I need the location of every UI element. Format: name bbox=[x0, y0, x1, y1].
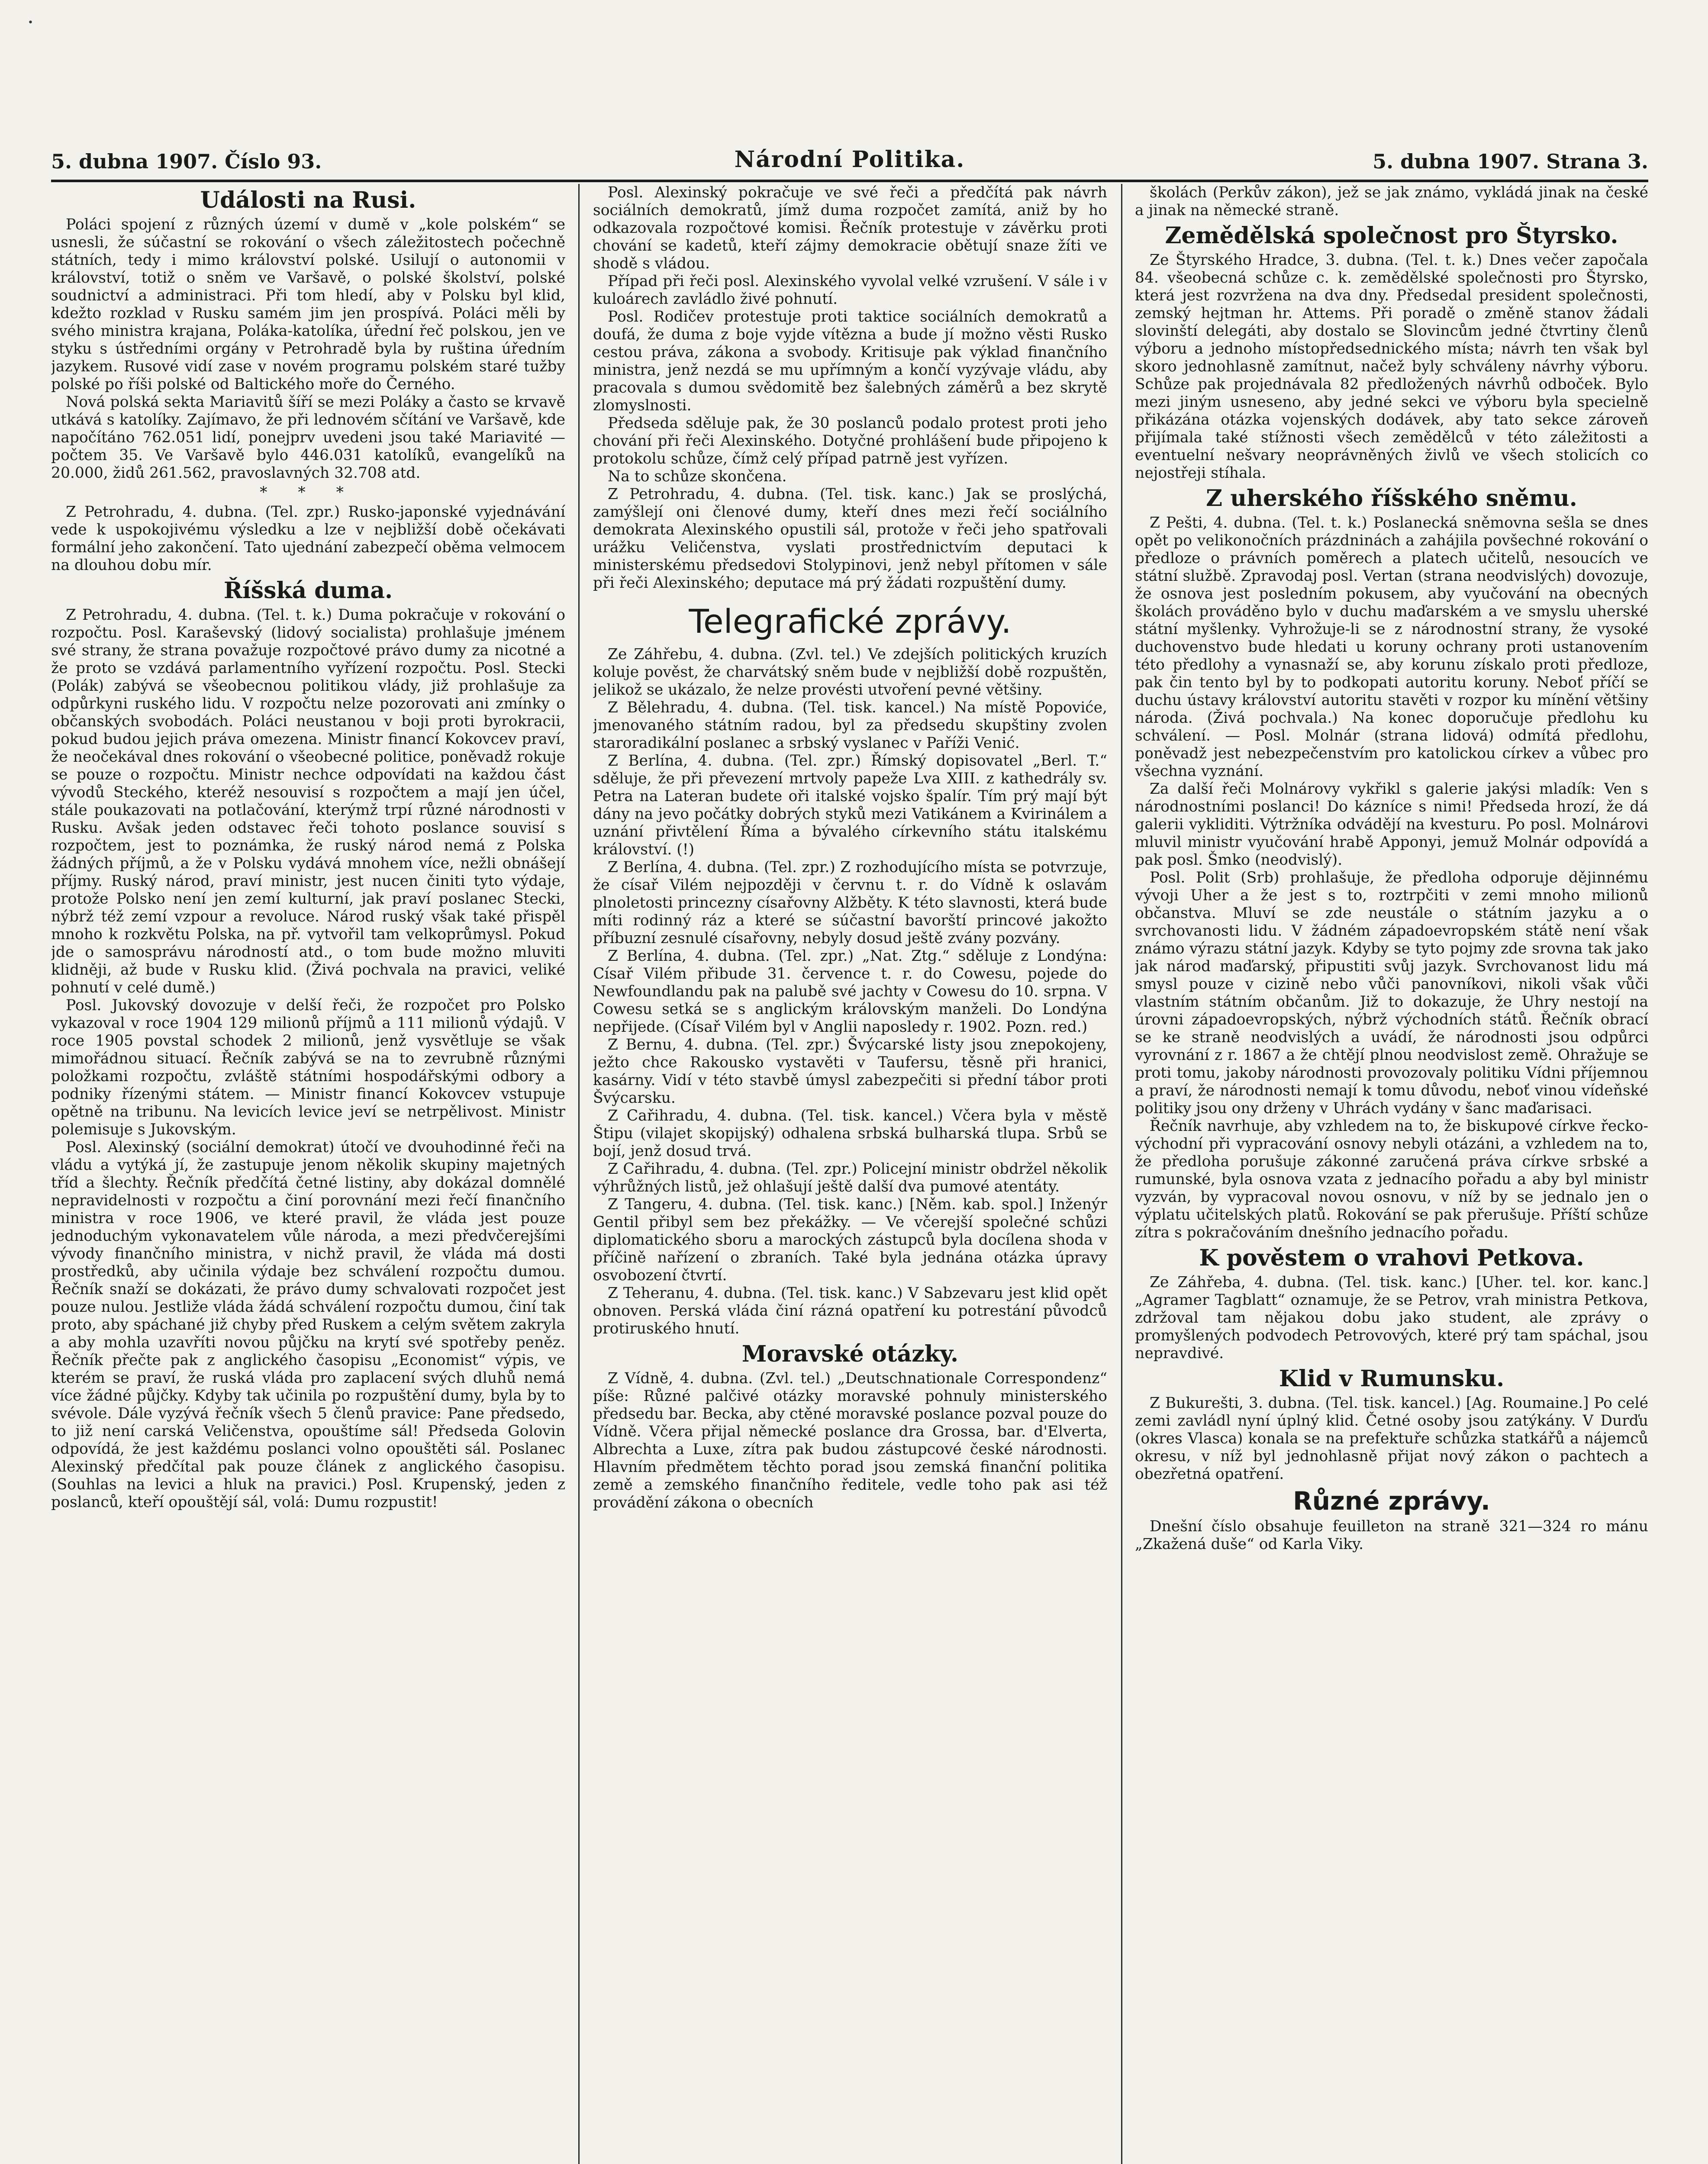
column-divider bbox=[578, 184, 580, 2164]
section-heading: Moravské otázky. bbox=[741, 1341, 959, 1367]
masthead bbox=[51, 146, 1648, 181]
column-3 bbox=[1135, 184, 1648, 2164]
article-paragraph: Předseda sděluje pak, že 30 poslanců podalo protest proti jeho chování při řeči Alexinského. Dotyčné prohlášení bude připojeno k protokolu schůze, čímž celý případ patrně jest vyřízen. bbox=[593, 415, 1107, 467]
article-paragraph: Posl. Alexinský pokračuje ve své řeči a předčítá pak návrh sociálních demokratů, jímž duma rozpočet zamítá, aniž by ho odkazovala rozpočtové komisi. Řečník protestuje v závěrku proti chování se kadetů, kteří zájmy demokracie obětují snaze žíti ve shodě s vládou. bbox=[593, 184, 1107, 272]
section-heading: Z uherského říšského sněmu. bbox=[1206, 485, 1577, 512]
section-heading: Různé zprávy. bbox=[1293, 1486, 1490, 1516]
article-paragraph: Z Cařihradu, 4. dubna. (Tel. zpr.) Policejní ministr obdržel několik výhrůžných listů, jež ohlašují ještě další dva pumové atentáty. bbox=[593, 1160, 1107, 1195]
article-paragraph: Posl. Alexinský (sociální demokrat) útočí ve dvouhodinné řeči na vládu a vytýká jí, že zastupuje jenom několik skupiny majetných tříd a šlechty. Řečník předčítá četné listiny, aby dokázal domnělé nepravidelnosti v rozpočtu a činí porovnání mezi řečí finančního ministra v roce 1906, ve které pravil, že vláda jest pouze jednoduchým vykonavatelem vůle národa, a mezi předvčerejšími vývody finančního ministra, v nichž pravil, že vláda má dosti prostředků, aby učinila výdaje bez schválení rozpočtu dumou. Řečník snaží se dokázati, že právo dumy schvalovati rozpočet jest pouze nulou. Jestliže vláda žádá schválení rozpočtu dumou, činí tak proto, aby spáchané již chyby před Ruskem a celým světem zakryla a aby mohla uzavříti novou půjčku na krytí své spotřeby peněz. Řečník přečte pak z anglického časopisu „Economist“ výpis, ve kterém se praví, že ruská vláda pro zaplacení svých dluhů nemá více žádné půjčky. Kdyby tak učinila po rozpuštění dumy, byla by to svévole. Dále vyzývá řečník všech 5 členů pravice: Pane předsedo, to již není carská Veličenstva, opouštíme sál! Předseda Golovin odpovídá, že jest každému poslanci volno opouštěti sál. Poslanec Alexinský předčítal pak pouze článek z anglického časopisu. (Souhlas na levici a hluk na pravici.) Posl. Krupenský, jeden z poslanců, kteří opouštějí sál, volá: Dumu rozpustit! bbox=[51, 1139, 565, 1511]
column-2 bbox=[593, 184, 1107, 2164]
article-paragraph: školách (Perkův zákon), jež se jak známo, vykládá jinak na české a jinak na německé straně. bbox=[1135, 184, 1648, 219]
article-paragraph: Z Petrohradu, 4. dubna. (Tel. t. k.) Duma pokračuje v rokování o rozpočtu. Posl. Karaševský (lidový socialista) prohlašuje jménem své strany, že strana považuje rozpočtové právo dumy za nicotné a že proto se vzdává parlamentního vyřízení rozpočtu. Posl. Stecki (Polák) zabývá se všeobecnou politikou vlády, již prohlašuje za odpůrkyni ruského lidu. V rozpočtu nelze pozorovati ani zmínky o občanských svobodách. Poláci neustanou v boji proti byrokracii, pokud budou jejich práva omezena. Ministr financí Kokovcev praví, že neočekával dnes rokování o všeobecné politice, poněvadž rokuje se pouze o rozpočtu. Ministr nechce odpovídati na každou část vývodů Steckého, kteréž nesouvisí s rozpočtem a mají jen účel, stále poukazovati na potlačování, kterýmž trpí různé národnosti v Rusku. Avšak jeden odstavec řeči tohoto poslance souvisí s rozpočtem, jest to poznámka, že ruský národ nemá z Polska žádných příjmů, a že v Polsku vydává mnohem více, nežli obnášejí příjmy. Ruský národ, praví ministr, jest nucen činiti tyto výdaje, protože Polsko není jen zemí kulturní, jak praví poslanec Stecki, nýbrž též zemí vzpour a revoluce. Národ ruský však také přispěl mnoho k rozkvětu Polska, na př. vytvořil tam velkoprůmysl. Pokud jde o samosprávu národností atd., o tom bude možno mluviti klidněji, až bude v Rusku klid. (Živá pochvala na pravici, veliké pohnutí v celé dumě.) bbox=[51, 606, 565, 996]
article-paragraph: Z Bernu, 4. dubna. (Tel. zpr.) Švýcarské listy jsou znepokojeny, ježto chce Rakousko vystavěti v Taufersu, těsně při hranici, kasárny. Vidí v této stavbě úmysl zabezpečiti si přední tábor proti Švýcarsku. bbox=[593, 1036, 1107, 1107]
article-paragraph: Z Berlína, 4. dubna. (Tel. zpr.) Římský dopisovatel „Berl. T.“ sděluje, že při převezení mrtvoly papeže Lva XIII. z kathedrály sv. Petra na Lateran budete oři italské vojsko špalír. Tím prý mají být dány na jevo počátky dobrých styků mezi Vatikánem a Kvirinálem a uznání přivtělení Říma a bývalého církevního státu italskému království. (!) bbox=[593, 752, 1107, 858]
column-1 bbox=[51, 184, 565, 2164]
section-heading: Klid v Rumunsku. bbox=[1279, 1365, 1505, 1392]
article-paragraph: Z Bělehradu, 4. dubna. (Tel. tisk. kancel.) Na místě Popoviće, jmenovaného státním radou, byl za předsedu skupštiny zvolen staroradikální poslanec a srbský vyslanec v Paříži Venić. bbox=[593, 699, 1107, 752]
article-paragraph: Z Pešti, 4. dubna. (Tel. t. k.) Poslanecká sněmovna sešla se dnes opět po velikonočních prázdninách a zahájila povšechné rokování o předloze o právních poměrech a platech učitelů, nesoucích ve státní službě. Zpravodaj posl. Vertan (strana neodvislých) dovozuje, že osnova jest posledním pokusem, aby vyučování na obecných školách prováděno bylo v duchu maďarském a ve smyslu uherské státní myšlenky. Vyhrožuje-li se z národnostní strany, že vysoké duchovenstvo bude hledati u koruny ochrany proti ustanovením této předlohy a vynasnaží se, aby korunu získalo proti předloze, pak čin tento byl by to podkopati autoritu koruny. Neboť příčí se duchu ústavy království autoritu stavěti v rozpor ku mínění většiny národa. (Živá pochvala.) Na konec doporučuje předlohu ku schválení. — Posl. Molnár (strana lidová) odmítá předlohu, poněvadž jest nebezpečenstvím pro katolickou církev a vůbec pro všechna vyznání. bbox=[1135, 514, 1648, 780]
article-paragraph: Z Petrohradu, 4. dubna. (Tel. zpr.) Rusko-japonské vyjednávání vede k uspokojivému výsledku a lze v nejbližší době očekávati formální jeho zakončení. Tato ujednání zabezpečí oběma velmocem na dlouhou dobu mír. bbox=[51, 503, 565, 574]
header-rule bbox=[51, 180, 1648, 182]
article-paragraph: Posl. Jukovský dovozuje v delší řeči, že rozpočet pro Polsko vykazoval v roce 1904 129 milionů příjmů a 111 milionů výdajů. V roce 1905 povstal schodek 2 milionů, jenž vysvětluje se však mimořádnou situací. Řečník zabývá se na to zevrubně různými položkami rozpočtu, zvláště státními hospodářskými odbory a podniky řízenými státem. — Ministr financí Kokovcev vstupuje opětně na tribunu. Na levicích levice jeví se netrpělivost. Ministr polemisuje s Jukovským. bbox=[51, 997, 565, 1138]
article-paragraph: Ze Štyrského Hradce, 3. dubna. (Tel. t. k.) Dnes večer započala 84. všeobecná schůze c. k. zemědělské společnosti pro Štyrsko, která jest rozvržena na dva dny. Předsedal president společnosti, zemský hejtman hr. Attems. Při poradě o změně stanov žádali slovinští delegáti, aby dostalo se Slovincům jedné čtvrtiny členů výboru a jednoho místopředsednického místa; návrh ten však byl skoro jednohlasně zamítnut, načež byly schváleny návrhy výboru. Schůze pak projednávala 82 předložených návrhů odboček. Bylo mezi jiným usneseno, aby jedné sekci ve výboru byla specielně přikázána otázka vojenských dodávek, aby tato sekce zároveň přijímala také stížnosti všech zemědělců v této záležitosti a eventuelní nešvary neoprávněných živlů ve všech stolicích co nejostřeji stíhala. bbox=[1135, 251, 1648, 482]
article-paragraph: Dnešní číslo obsahuje feuilleton na straně 321—324 ro mánu „Zkažená duše“ od Karla Viky. bbox=[1135, 1518, 1648, 1553]
article-paragraph: Z Vídně, 4. dubna. (Zvl. tel.) „Deutschnationale Correspondenz“ píše: Různé palčivé otázky moravské pohnuly ministerského předsedu bar. Becka, aby ctěné moravské poslance pozval pouze do Vídně. Včera přijal německé poslance dra Grossa, bar. d'Elverta, Albrechta a Luxe, zítra pak budou zástupcové české národnosti. Hlavním předmětem těchto porad jsou zemská finanční politika země a zemského finančního ředitele, vedle toho pak asi též provádění zákona o obecních bbox=[593, 1370, 1107, 1511]
section-heading: K pověstem o vrahovi Petkova. bbox=[1199, 1245, 1584, 1271]
section-heading: Telegrafické zprávy. bbox=[689, 602, 1012, 641]
article-paragraph: Z Petrohradu, 4. dubna. (Tel. tisk. kanc.) Jak se proslýchá, zamýšlejí oni členové dumy, kteří dnes mezi řečí sociálního demokrata Alexinského opustili sál, protože v řeči jeho spatřovali urážku Veličenstva, vyslati prostřednictvím deputaci k ministerskému předsedovi Stolypinovi, jenž nebyl přítomen v sále při řeči Alexinského; deputace má prý žádati rozpuštění dumy. bbox=[593, 486, 1107, 592]
article-paragraph: Případ při řeči posl. Alexinského vyvolal velké vzrušení. V sále i v kuloárech zavládlo živé pohnutí. bbox=[593, 273, 1107, 308]
issue-date-number: 5. dubna 1907. Číslo 93. bbox=[51, 150, 322, 173]
article-paragraph: Z Cařihradu, 4. dubna. (Tel. tisk. kancel.) Včera byla v městě Štipu (vilajet skopijský) odhalena srbská bulharská tlupa. Srbů se bojí, jenž dosud trvá. bbox=[593, 1107, 1107, 1160]
article-paragraph: Nová polská sekta Mariavitů šíří se mezi Poláky a často se krvavě utkává s katolíky. Zajímavo, že při lednovém sčítání ve Varšavě, kde napočítáno 762.051 lidí, ponejprv uvedeni jsou také Mariavité — počtem 35. Ve Varšavě bylo 446.031 katolíků, evangelíků na 20.000, židů 261.562, pravoslavných 32.708 atd. bbox=[51, 393, 565, 482]
newspaper-title: Národní Politika. bbox=[734, 146, 965, 173]
article-paragraph: Za další řeči Molnárovy vykřikl s galerie jakýsi mladík: Ven s národnostními poslanci! Do kázníce s nimi! Předseda hrozí, že dá galerii vykliditi. Výtržníka odvádějí na kvesturu. Po posl. Molnárovi mluvil ministr vyučování hrabě Apponyi, jemuž Molnár odpovídá a pak posl. Šmko (neodvislý). bbox=[1135, 780, 1648, 869]
article-paragraph: Z Teheranu, 4. dubna. (Tel. tisk. kanc.) V Sabzevaru jest klid opět obnoven. Perská vláda činí rázná opatření ku potrestání původců protiruského hnutí. bbox=[593, 1285, 1107, 1337]
article-paragraph: Řečník navrhuje, aby vzhledem na to, že biskupové církve řecko-východní při vypracování osnovy nebyli otázáni, a vzhledem na to, že předloha porušuje zákonné zaručená práva církve srbské a rumunské, byla osnova vzata z jednacího pořadu a aby byl ministr vyzván, by vypracoval novou osnovu, v níž by se jednalo jen o výplatu učitelských platů. Rokování se pak přerušuje. Příští schůze zítra s pokračováním dnešního jednacího pořadu. bbox=[1135, 1117, 1648, 1241]
section-heading: Říšská duma. bbox=[223, 577, 393, 604]
article-paragraph: Na to schůze skončena. bbox=[608, 468, 787, 485]
section-heading: Zemědělská společnost pro Štyrsko. bbox=[1165, 222, 1618, 249]
column-divider bbox=[1121, 184, 1122, 2164]
article-paragraph: Posl. Rodičev protestuje proti taktice sociálních demokratů a doufá, že duma z boje vyjde vítězna a bude jí možno věsti Rusko cestou práva, zákona a svobody. Kritisuje pak výklad finančního ministra, jenž nezdá se mu upřímným a končí vyzývaje vládu, aby pracovala s dumou svědomitě bez šalebných záměrů a bez skrytě zlomyslnosti. bbox=[593, 308, 1107, 414]
article-paragraph: Posl. Polit (Srb) prohlašuje, že předloha odporuje dějinnému vývoji Uher a že jest s to, roztrpčiti v zemi mnoho milionů občanstva. Mluví se zde neustále o státním jazyku a o svrchovanosti lidu. V žádném západoevropském státě není však známo výrazu státní jazyk. Kdyby se tyto pojmy zde srovna tak jako jak národ maďarský, připustiti svůj jazyk. Svrchovanost lidu má smysl pouze v cizině nebo vůči panovníkovi, nikoli však vůči vlastním státním občanům. Již to dokazuje, že Uhry nestojí na úrovni západoevropských, nýbrž východních států. Řečník obrací se ke straně neodvislých a uvádí, že národnosti jsou odpůrci vyrovnání z r. 1867 a že chtějí plnou neodvislost země. Ohražuje se proti tomu, jakoby národnosti provozovaly politiku Vídni příjemnou a praví, že národnosti nemají k tomu důvodu, neboť vinou vídeňské politiky jsou ony drženy v Uhrách vydány v šanc maďarisaci. bbox=[1135, 869, 1648, 1117]
corner-dot: • bbox=[28, 17, 33, 28]
section-heading: Události na Rusi. bbox=[200, 187, 416, 213]
page-date-number: 5. dubna 1907. Strana 3. bbox=[1373, 150, 1648, 173]
section-separator: * * * bbox=[260, 484, 357, 501]
article-paragraph: Poláci spojení z různých území v dumě v „kole polském“ se usnesli, že súčastní se rokování o všech záležitostech počechně státních, tedy i mimo království polské. Usilují o autonomii v království, totiž o sněm ve Varšavě, o polské školství, polské soudnictví a administraci. Při tom hledí, aby v Polsku byl klid, kdežto rozklad v Rusku samém jim jen prospívá. Poláci měli by svého ministra krajana, Poláka-katolíka, úřední řeč polskou, jen ve styku s ústředními orgány v Petrohradě byla by ruština úředním jazykem. Rusové vidí zase v novém programu polském staré tužby polské po říši polské od Baltického moře do Černého. bbox=[51, 216, 565, 393]
article-paragraph: Ze Záhřeba, 4. dubna. (Tel. tisk. kanc.) [Uher. tel. kor. kanc.] „Agramer Tagblatt“ oznamuje, že se Petrov, vrah ministra Petkova, zdržoval tam nějakou dobu jako student, ale zprávy o promyšlených podvodech Petrovových, které prý tam spáchal, jsou nepravdivé. bbox=[1135, 1274, 1648, 1362]
article-paragraph: Z Berlína, 4. dubna. (Tel. zpr.) „Nat. Ztg.“ sděluje z Londýna: Císař Vilém přibude 31. července t. r. do Cowesu, pojede do Newfoundlandu pak na palubě své jachty v Cowesu do 10. srpna. V Cowesu setká se s anglickým královským manželi. Do Londýna nepřijede. (Císař Vilém byl v Anglii naposledy r. 1902. Pozn. red.) bbox=[593, 947, 1107, 1036]
article-paragraph: Z Tangeru, 4. dubna. (Tel. tisk. kanc.) [Něm. kab. spol.] Inženýr Gentil přibyl sem bez překážky. — Ve včerejší společné schůzi diplomatického sboru a marockých zástupců byla docílena shoda v příčině nařízení o zbraních. Také byla jednána otázka úpravy osvobození čtvrtí. bbox=[593, 1196, 1107, 1284]
article-paragraph: Z Bukurešti, 3. dubna. (Tel. tisk. kancel.) [Ag. Roumaine.] Po celé zemi zavládl nyní úplný klid. Četné osoby jsou zatýkány. V Durďu (okres Vlasca) konala se na prefektuře schůzka statkářů a nájemců okresu, v níž byl jednohlasně přijat nový zákon o pachtech a obezřetná opatření. bbox=[1135, 1394, 1648, 1483]
article-paragraph: Z Berlína, 4. dubna. (Tel. zpr.) Z rozhodujícího místa se potvrzuje, že císař Vilém nejpozději v červnu t. r. do Vídně k oslavám plnoletosti princezny císařovny Alžběty. K této slavnosti, která bude míti rodinný ráz a které se súčastní bavorští princové jakožto příbuzní zesnulé císařovny, nebyly dosud ještě zvány pozvány. bbox=[593, 859, 1107, 947]
article-paragraph: Ze Záhřebu, 4. dubna. (Zvl. tel.) Ve zdejších politických kruzích koluje pověst, že charvátský sněm bude v nejbližší době rozpuštěn, jelikož se ukázalo, že nelze provésti utvoření pevné většiny. bbox=[593, 646, 1107, 699]
